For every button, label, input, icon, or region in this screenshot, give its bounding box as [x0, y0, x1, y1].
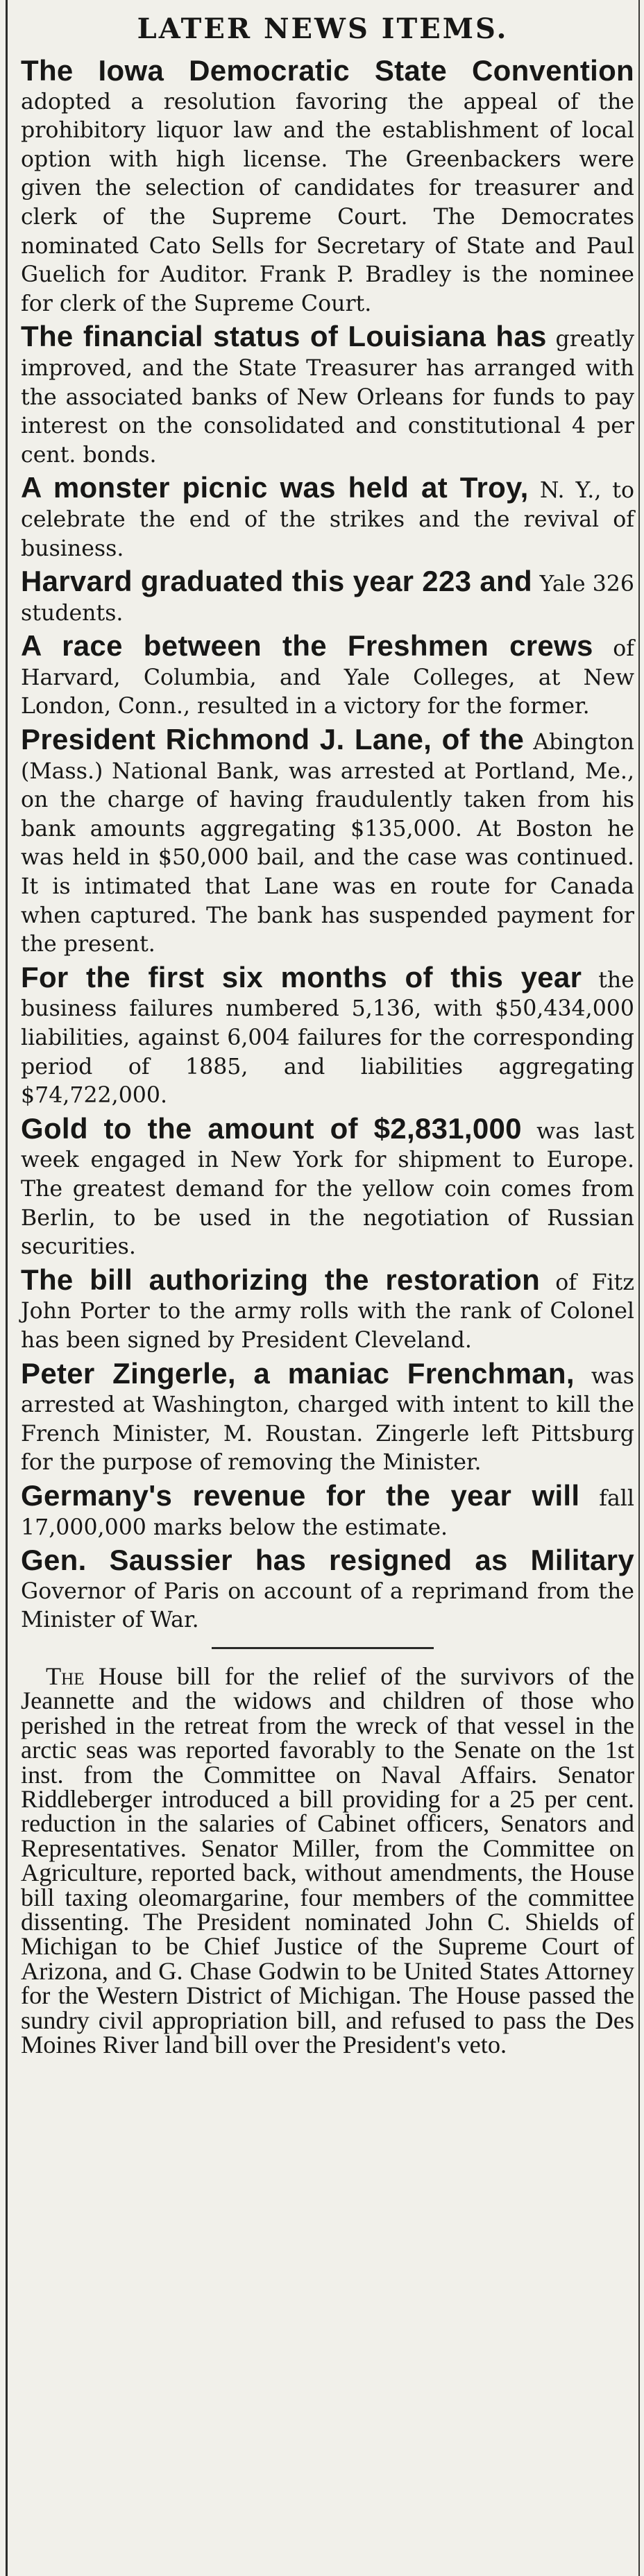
item-lead: A monster picnic was held at Troy, — [21, 471, 529, 504]
paragraph-text: House bill for the relief of the survivors of the Jeannette and the widows and children of those who perished in the retreat from the wreck of that vessel in the arctic seas was reported favorably to the Senate on the 1st inst. from the Committee on Naval Affairs. Senator Riddleberger introduced a bill providing for a 25 per cent. reduction in the salaries of Cabinet officers, Senators and Representatives. Senator Miller, from the Committee on Agriculture, reported back, without amendments, the House bill taxing oleomargarine, four members of the committee dissenting. The President nominated John C. Shields of Michigan to be Chief Justice of the Supreme Court of Arizona, and G. Chase Godwin to be United States Attorney for the Western District of Michigan. The House passed the sundry civil appropriation bill, and refused to pass the Des Moines River land bill over the President's veto. — [21, 1662, 634, 2058]
item-lead: Germany's revenue for the year will — [21, 1478, 580, 1512]
item-lead: Gold to the amount of $2,831,000 — [21, 1111, 522, 1145]
item-body: Yale 326 students. — [21, 572, 634, 626]
news-item — [11, 565, 634, 627]
item-body: of Fitz John Porter to the army rolls with the rank of Colonel has been signed by President Cleveland. — [21, 1270, 634, 1353]
news-item — [11, 1546, 634, 1635]
news-item — [11, 320, 634, 469]
item-lead: Peter Zingerle, a maniac Frenchman, — [21, 1356, 575, 1390]
item-lead: Harvard graduated this year 223 and — [21, 565, 532, 598]
item-body: greatly improved, and the State Treasurer has arranged with the associated banks of New Orleans for funds to pay interest on the consolidated and constitutional 4 per cent. bonds. — [21, 327, 634, 468]
column-rule-right — [638, 0, 640, 2576]
news-item — [11, 1478, 634, 1542]
congress-paragraph — [11, 1664, 634, 2058]
item-body: adopted a resolution favoring the appeal of the prohibitory liquor law and the establishment of local option with high license. The Greenbackers were given the selection of candidates for treasurer and clerk of the Supreme Court. The Democrates nominated Cato Sells for Secretary of State and Paul Guelich for Auditor. Frank P. Bradley is the nominee for clerk of the Supreme Court. — [21, 89, 634, 316]
item-body: of Harvard, Columbia, and Yale Colleges, at New London, Conn., resulted in a victory for the former. — [21, 636, 634, 719]
item-body: was last week engaged in New York for shipment to Europe. The greatest demand for the yellow coin comes from Berlin, to be used in the negotiation of Russian securities. — [21, 1118, 634, 1260]
item-lead: Gen. Saussier has resigned as Military — [21, 1544, 634, 1577]
news-item — [11, 960, 634, 1110]
page-headline: LATER NEWS ITEMS. — [137, 12, 509, 45]
item-body: Abington (Mass.) National Bank, was arrested at Portland, Me., on the charge of having fraudulently taken from his bank amounts aggregating $135,000. At Boston he was held in $50,000 bail, and the case was continued. It is intimated that Lane was en route for Canada when captured. The bank has suspended payment for the present. — [21, 730, 634, 957]
news-item — [11, 629, 634, 721]
item-lead: A race between the Freshmen crews — [21, 629, 593, 663]
item-body: was arrested at Washington, charged with intent to kill the French Minister, M. Roustan. Zingerle left Pittsburg for the purpose of removing the Minister. — [21, 1363, 634, 1476]
news-item — [11, 723, 634, 959]
news-item — [11, 1356, 634, 1477]
column-rule-left — [6, 0, 8, 2576]
item-lead: President Richmond J. Lane, of the — [21, 723, 525, 756]
item-lead: For the first six months of this year — [21, 960, 582, 993]
section-divider — [212, 1647, 434, 1649]
item-lead: The financial status of Louisiana has — [21, 320, 547, 353]
item-body: the business failures numbered 5,136, with $50,434,000 liabilities, against 6,004 failures for the corresponding period of 1885, and liabilities aggregating $74,722,000. — [21, 967, 634, 1109]
item-body: Governor of Paris on account of a reprimand from the Minister of War. — [21, 1578, 634, 1633]
item-lead: The bill authorizing the restoration — [21, 1263, 541, 1296]
news-item — [11, 54, 634, 318]
news-item — [11, 1111, 634, 1261]
news-item — [11, 471, 634, 563]
news-item — [11, 1263, 634, 1355]
item-body: N. Y., to celebrate the end of the strikes and the revival of business. — [21, 478, 634, 561]
item-body: fall 17,000,000 marks below the estimate. — [21, 1485, 634, 1540]
paragraph-lead-word: The — [46, 1662, 85, 1690]
item-lead: The Iowa Democratic State Convention — [21, 54, 634, 87]
news-items — [11, 54, 634, 1635]
